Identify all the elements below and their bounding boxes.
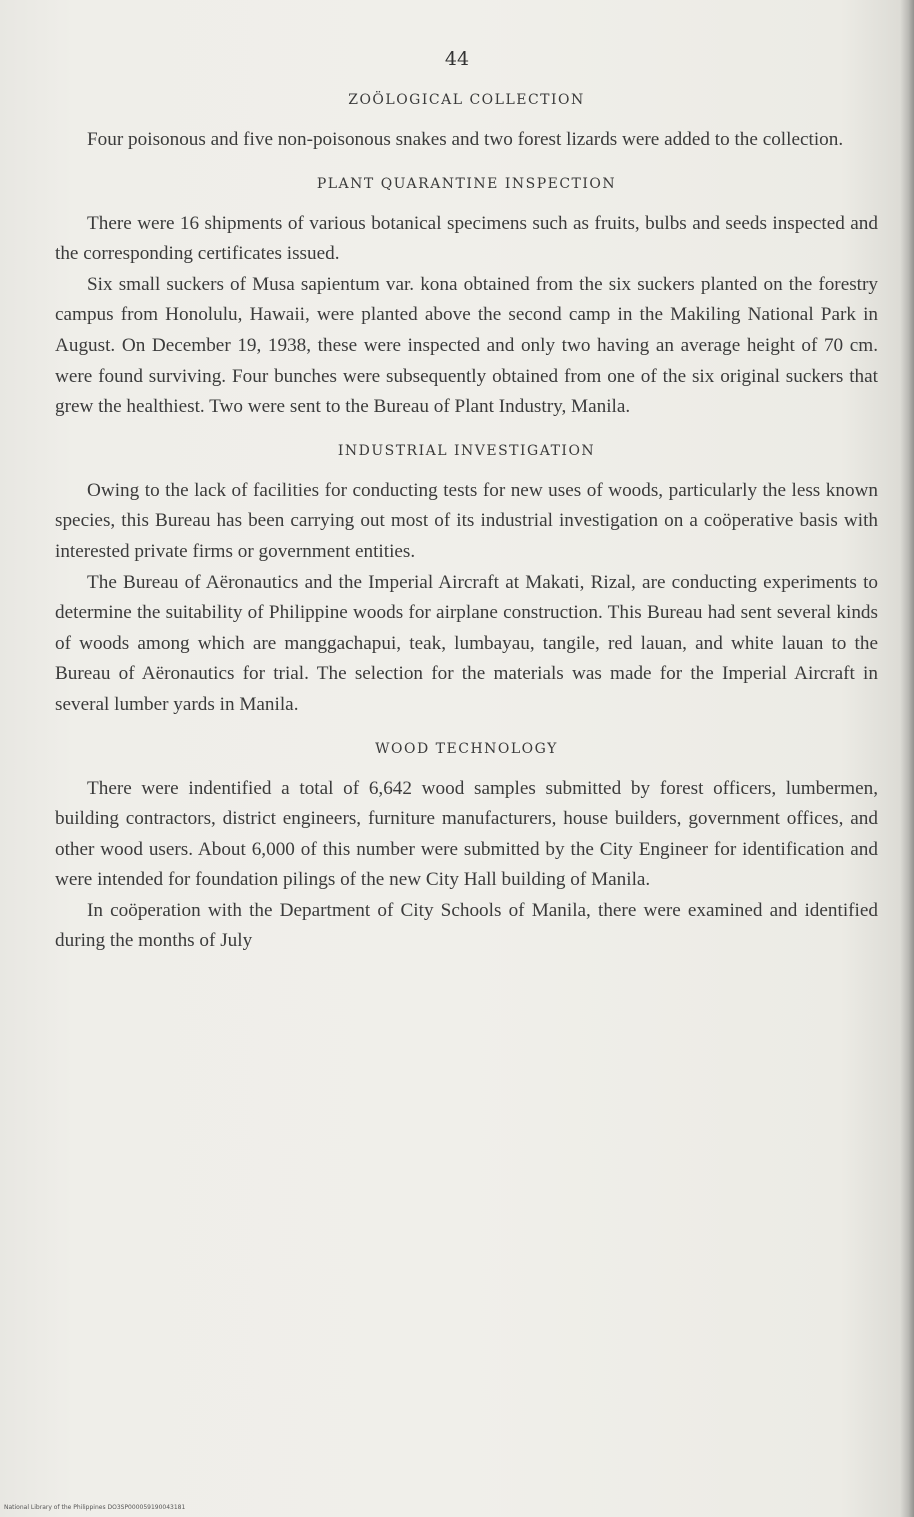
paragraph: Owing to the lack of facilities for conducting tests for new uses of woods, particularly the less known species, this Bureau has been carrying out most of its industrial investigation on a coöperative basis with interested private firms or government entities. [55,479,878,562]
section-heading: INDUSTRIAL INVESTIGATION [337,442,596,459]
page-number: 44 [444,48,470,70]
paragraph: Four poisonous and five non-poisonous snakes and two forest lizards were added to the collection. [87,129,844,150]
section-heading: ZOÖLOGICAL COLLECTION [348,92,585,108]
section-zoological-collection [55,92,878,156]
paragraph: Six small suckers of Musa sapientum var. kona obtained from the six suckers planted on the forestry campus from Honolulu, Hawaii, were planted above the second camp in the Makiling National Park in August. On December 19, 1938, these were inspected and only two having an average height of 70 cm. were found surviving. Four bunches were subsequently obtained from one of the six original suckers that grew the healthiest. Two were sent to the Bureau of Plant Industry, Manila. [55,273,878,418]
section-plant-quarantine-inspection [55,176,878,423]
page-edge-shadow [900,0,914,1517]
section-heading: PLANT QUARANTINE INSPECTION [316,175,617,192]
paragraph: There were 16 shipments of various botanical specimens such as fruits, bulbs and seeds inspected and the corresponding certificates issued. [55,212,878,265]
section-industrial-investigation [55,443,878,721]
page-body [55,92,878,977]
paragraph: There were indentified a total of 6,642 wood samples submitted by forest officers, lumbermen, building contractors, district engineers, furniture manufacturers, house builders, government offices, and other wood users. About 6,000 of this number were submitted by the City Engineer for identification and were intended for foundation pilings of the new City Hall building of Manila. [55,777,878,891]
scan-footer-note: National Library of the Philippines DO3SP000059190043181 [4,1504,186,1511]
section-heading: WOOD TECHNOLOGY [375,740,558,757]
paragraph: The Bureau of Aëronautics and the Imperial Aircraft at Makati, Rizal, are conducting experiments to determine the suitability of Philippine woods for airplane construction. This Bureau had sent several kinds of woods among which are manggachapui, teak, lumbayau, tangile, red lauan, and white lauan to the Bureau of Aëronautics for trial. The selection for the materials was made for the Imperial Aircraft in several lumber yards in Manila. [55,571,878,715]
section-wood-technology [55,741,878,958]
paragraph: In coöperation with the Department of City Schools of Manila, there were examined and identified during the months of July [55,899,878,952]
